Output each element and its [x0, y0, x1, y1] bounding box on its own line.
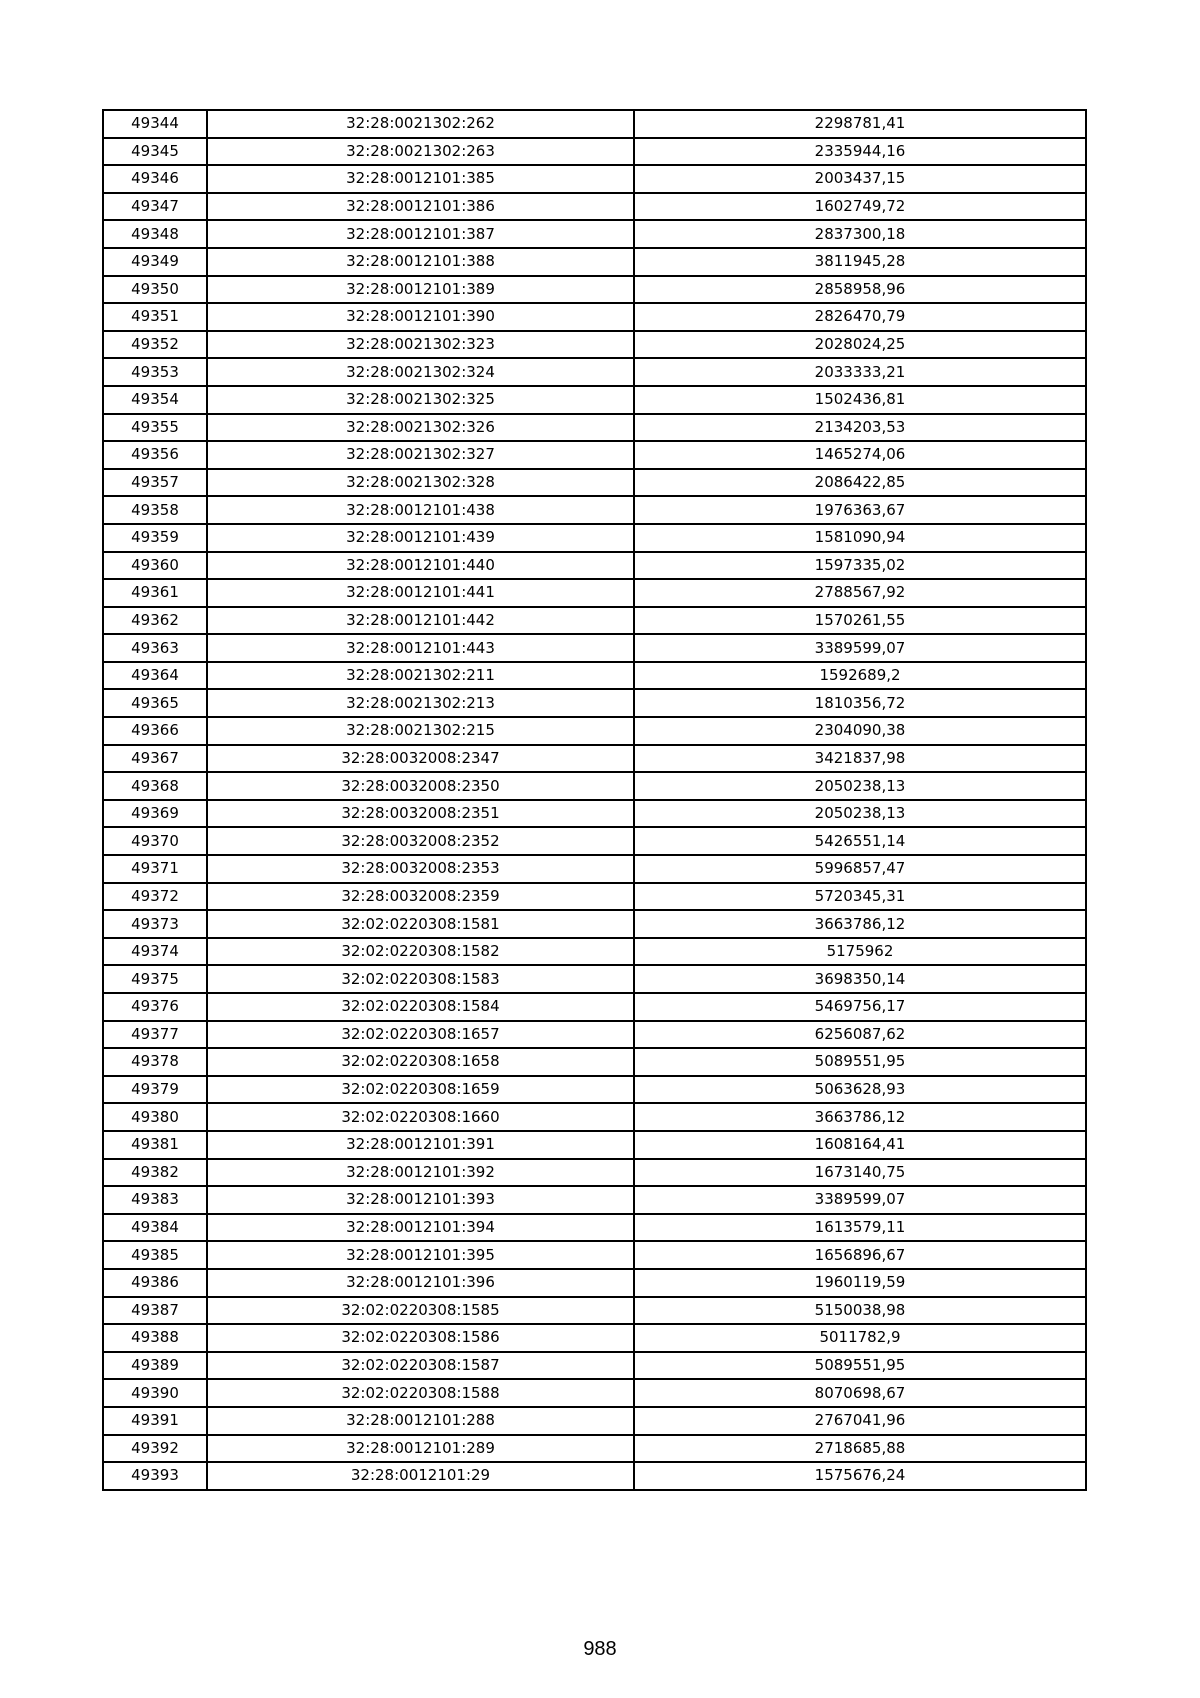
- table-row: [103, 1131, 1086, 1159]
- table-row: [103, 883, 1086, 911]
- row-number-cell: 49389: [103, 1352, 207, 1380]
- cadastral-value-cell: 1976363,67: [634, 496, 1086, 524]
- row-number-cell: 49375: [103, 965, 207, 993]
- cadastral-value-cell: 1960119,59: [634, 1269, 1086, 1297]
- cadastral-number-cell: 32:02:0220308:1658: [207, 1048, 634, 1076]
- table-row: [103, 441, 1086, 469]
- cadastral-value-cell: 1592689,2: [634, 662, 1086, 690]
- cadastral-number-cell: 32:02:0220308:1587: [207, 1352, 634, 1380]
- row-number-cell: 49371: [103, 855, 207, 883]
- table-row: [103, 827, 1086, 855]
- cadastral-number-cell: 32:28:0012101:387: [207, 220, 634, 248]
- cadastral-value-cell: 1602749,72: [634, 193, 1086, 221]
- cadastral-number-cell: 32:28:0032008:2359: [207, 883, 634, 911]
- cadastral-value-cell: 1581090,94: [634, 524, 1086, 552]
- cadastral-value-cell: 5011782,9: [634, 1324, 1086, 1352]
- row-number-cell: 49386: [103, 1269, 207, 1297]
- cadastral-value-cell: 1613579,11: [634, 1214, 1086, 1242]
- table-row: [103, 965, 1086, 993]
- row-number-cell: 49351: [103, 303, 207, 331]
- cadastral-value-cell: 5175962: [634, 938, 1086, 966]
- table-row: [103, 110, 1086, 138]
- row-number-cell: 49390: [103, 1379, 207, 1407]
- row-number-cell: 49364: [103, 662, 207, 690]
- row-number-cell: 49392: [103, 1435, 207, 1463]
- cadastral-number-cell: 32:28:0012101:385: [207, 165, 634, 193]
- cadastral-number-cell: 32:28:0021302:263: [207, 138, 634, 166]
- cadastral-number-cell: 32:28:0012101:394: [207, 1214, 634, 1242]
- cadastral-number-cell: 32:28:0012101:439: [207, 524, 634, 552]
- table-row: [103, 414, 1086, 442]
- row-number-cell: 49356: [103, 441, 207, 469]
- cadastral-number-cell: 32:02:0220308:1657: [207, 1021, 634, 1049]
- table-row: [103, 1159, 1086, 1187]
- cadastral-value-cell: 1502436,81: [634, 386, 1086, 414]
- table-row: [103, 745, 1086, 773]
- row-number-cell: 49361: [103, 579, 207, 607]
- cadastral-number-cell: 32:28:0021302:213: [207, 689, 634, 717]
- table-row: [103, 634, 1086, 662]
- cadastral-number-cell: 32:02:0220308:1586: [207, 1324, 634, 1352]
- row-number-cell: 49352: [103, 331, 207, 359]
- row-number-cell: 49391: [103, 1407, 207, 1435]
- cadastral-value-cell: 3663786,12: [634, 1103, 1086, 1131]
- row-number-cell: 49393: [103, 1462, 207, 1490]
- cadastral-number-cell: 32:28:0012101:388: [207, 248, 634, 276]
- cadastral-value-cell: 2335944,16: [634, 138, 1086, 166]
- table-row: [103, 220, 1086, 248]
- table-row: [103, 1379, 1086, 1407]
- cadastral-number-cell: 32:28:0021302:262: [207, 110, 634, 138]
- table-row: [103, 193, 1086, 221]
- cadastral-value-cell: 2298781,41: [634, 110, 1086, 138]
- row-number-cell: 49365: [103, 689, 207, 717]
- row-number-cell: 49385: [103, 1241, 207, 1269]
- row-number-cell: 49359: [103, 524, 207, 552]
- table-row: [103, 303, 1086, 331]
- cadastral-value-cell: 2028024,25: [634, 331, 1086, 359]
- cadastral-number-cell: 32:28:0012101:389: [207, 276, 634, 304]
- cadastral-value-cell: 2837300,18: [634, 220, 1086, 248]
- row-number-cell: 49354: [103, 386, 207, 414]
- cadastral-number-cell: 32:28:0032008:2347: [207, 745, 634, 773]
- table-row: [103, 1297, 1086, 1325]
- cadastral-number-cell: 32:02:0220308:1581: [207, 910, 634, 938]
- row-number-cell: 49373: [103, 910, 207, 938]
- table-row: [103, 800, 1086, 828]
- cadastral-value-cell: 2003437,15: [634, 165, 1086, 193]
- cadastral-number-cell: 32:28:0032008:2352: [207, 827, 634, 855]
- cadastral-value-cell: 2134203,53: [634, 414, 1086, 442]
- row-number-cell: 49384: [103, 1214, 207, 1242]
- row-number-cell: 49369: [103, 800, 207, 828]
- table-row: [103, 248, 1086, 276]
- table-row: [103, 1076, 1086, 1104]
- cadastral-number-cell: 32:28:0032008:2351: [207, 800, 634, 828]
- table-row: [103, 579, 1086, 607]
- cadastral-value-cell: 1673140,75: [634, 1159, 1086, 1187]
- table-row: [103, 772, 1086, 800]
- table-row: [103, 552, 1086, 580]
- row-number-cell: 49360: [103, 552, 207, 580]
- row-number-cell: 49374: [103, 938, 207, 966]
- cadastral-number-cell: 32:28:0012101:442: [207, 607, 634, 635]
- row-number-cell: 49377: [103, 1021, 207, 1049]
- table-row: [103, 331, 1086, 359]
- cadastral-number-cell: 32:28:0012101:29: [207, 1462, 634, 1490]
- table-row: [103, 358, 1086, 386]
- cadastral-value-cell: 2826470,79: [634, 303, 1086, 331]
- row-number-cell: 49372: [103, 883, 207, 911]
- cadastral-number-cell: 32:28:0012101:392: [207, 1159, 634, 1187]
- table-row: [103, 938, 1086, 966]
- cadastral-number-cell: 32:28:0012101:288: [207, 1407, 634, 1435]
- cadastral-value-cell: 2050238,13: [634, 772, 1086, 800]
- cadastral-value-cell: 3421837,98: [634, 745, 1086, 773]
- table-row: [103, 993, 1086, 1021]
- cadastral-number-cell: 32:28:0012101:289: [207, 1435, 634, 1463]
- cadastral-number-cell: 32:28:0021302:215: [207, 717, 634, 745]
- cadastral-value-cell: 2718685,88: [634, 1435, 1086, 1463]
- cadastral-value-cell: 5426551,14: [634, 827, 1086, 855]
- row-number-cell: 49376: [103, 993, 207, 1021]
- cadastral-number-cell: 32:28:0021302:328: [207, 469, 634, 497]
- cadastral-number-cell: 32:28:0012101:438: [207, 496, 634, 524]
- table-row: [103, 910, 1086, 938]
- row-number-cell: 49363: [103, 634, 207, 662]
- cadastral-number-cell: 32:02:0220308:1659: [207, 1076, 634, 1104]
- row-number-cell: 49345: [103, 138, 207, 166]
- page-number: 988: [583, 1638, 617, 1660]
- cadastral-number-cell: 32:28:0032008:2353: [207, 855, 634, 883]
- table-row: [103, 717, 1086, 745]
- cadastral-value-cell: 1465274,06: [634, 441, 1086, 469]
- row-number-cell: 49370: [103, 827, 207, 855]
- cadastral-value-cell: 3389599,07: [634, 1186, 1086, 1214]
- row-number-cell: 49382: [103, 1159, 207, 1187]
- cadastral-number-cell: 32:28:0021302:326: [207, 414, 634, 442]
- table-row: [103, 1186, 1086, 1214]
- cadastral-number-cell: 32:02:0220308:1660: [207, 1103, 634, 1131]
- cadastral-number-cell: 32:28:0021302:324: [207, 358, 634, 386]
- row-number-cell: 49383: [103, 1186, 207, 1214]
- table-row: [103, 138, 1086, 166]
- cadastral-number-cell: 32:02:0220308:1583: [207, 965, 634, 993]
- row-number-cell: 49347: [103, 193, 207, 221]
- cadastral-value-cell: 3698350,14: [634, 965, 1086, 993]
- cadastral-value-cell: 2086422,85: [634, 469, 1086, 497]
- row-number-cell: 49344: [103, 110, 207, 138]
- cadastral-value-cell: 8070698,67: [634, 1379, 1086, 1407]
- table-row: [103, 1407, 1086, 1435]
- table-row: [103, 1214, 1086, 1242]
- table-row: [103, 689, 1086, 717]
- cadastral-number-cell: 32:28:0012101:440: [207, 552, 634, 580]
- table-row: [103, 855, 1086, 883]
- row-number-cell: 49388: [103, 1324, 207, 1352]
- cadastral-number-cell: 32:28:0032008:2350: [207, 772, 634, 800]
- cadastral-number-cell: 32:28:0012101:393: [207, 1186, 634, 1214]
- cadastral-value-cell: 5089551,95: [634, 1352, 1086, 1380]
- row-number-cell: 49381: [103, 1131, 207, 1159]
- cadastral-number-cell: 32:28:0021302:323: [207, 331, 634, 359]
- cadastral-number-cell: 32:28:0021302:327: [207, 441, 634, 469]
- cadastral-value-table: [102, 109, 1087, 1491]
- row-number-cell: 49379: [103, 1076, 207, 1104]
- cadastral-value-cell: 5720345,31: [634, 883, 1086, 911]
- cadastral-number-cell: 32:28:0012101:386: [207, 193, 634, 221]
- table-row: [103, 1324, 1086, 1352]
- row-number-cell: 49357: [103, 469, 207, 497]
- row-number-cell: 49355: [103, 414, 207, 442]
- table-row: [103, 165, 1086, 193]
- cadastral-number-cell: 32:02:0220308:1585: [207, 1297, 634, 1325]
- table-row: [103, 386, 1086, 414]
- cadastral-value-cell: 6256087,62: [634, 1021, 1086, 1049]
- row-number-cell: 49387: [103, 1297, 207, 1325]
- cadastral-value-cell: 3663786,12: [634, 910, 1086, 938]
- cadastral-number-cell: 32:28:0021302:325: [207, 386, 634, 414]
- table-row: [103, 1241, 1086, 1269]
- cadastral-value-cell: 2304090,38: [634, 717, 1086, 745]
- cadastral-value-cell: 5063628,93: [634, 1076, 1086, 1104]
- row-number-cell: 49358: [103, 496, 207, 524]
- cadastral-number-cell: 32:02:0220308:1584: [207, 993, 634, 1021]
- row-number-cell: 49362: [103, 607, 207, 635]
- row-number-cell: 49353: [103, 358, 207, 386]
- table-row: [103, 1021, 1086, 1049]
- cadastral-value-cell: 3389599,07: [634, 634, 1086, 662]
- cadastral-value-cell: 2858958,96: [634, 276, 1086, 304]
- row-number-cell: 49346: [103, 165, 207, 193]
- cadastral-value-cell: 1608164,41: [634, 1131, 1086, 1159]
- table-row: [103, 607, 1086, 635]
- table-row: [103, 524, 1086, 552]
- row-number-cell: 49366: [103, 717, 207, 745]
- cadastral-value-cell: 5996857,47: [634, 855, 1086, 883]
- row-number-cell: 49350: [103, 276, 207, 304]
- cadastral-number-cell: 32:28:0012101:396: [207, 1269, 634, 1297]
- table-row: [103, 1048, 1086, 1076]
- cadastral-number-cell: 32:28:0012101:390: [207, 303, 634, 331]
- cadastral-value-cell: 1656896,67: [634, 1241, 1086, 1269]
- row-number-cell: 49380: [103, 1103, 207, 1131]
- cadastral-value-cell: 2767041,96: [634, 1407, 1086, 1435]
- table-row: [103, 1269, 1086, 1297]
- row-number-cell: 49367: [103, 745, 207, 773]
- cadastral-value-cell: 1597335,02: [634, 552, 1086, 580]
- cadastral-value-cell: 2033333,21: [634, 358, 1086, 386]
- row-number-cell: 49378: [103, 1048, 207, 1076]
- cadastral-value-cell: 2050238,13: [634, 800, 1086, 828]
- cadastral-value-cell: 3811945,28: [634, 248, 1086, 276]
- table-row: [103, 1352, 1086, 1380]
- table-row: [103, 1435, 1086, 1463]
- cadastral-value-cell: 2788567,92: [634, 579, 1086, 607]
- cadastral-value-cell: 1575676,24: [634, 1462, 1086, 1490]
- cadastral-number-cell: 32:28:0012101:443: [207, 634, 634, 662]
- table-row: [103, 662, 1086, 690]
- cadastral-value-cell: 5150038,98: [634, 1297, 1086, 1325]
- row-number-cell: 49349: [103, 248, 207, 276]
- cadastral-number-cell: 32:02:0220308:1588: [207, 1379, 634, 1407]
- cadastral-value-cell: 5469756,17: [634, 993, 1086, 1021]
- table-body: [103, 110, 1086, 1490]
- table-row: [103, 276, 1086, 304]
- cadastral-number-cell: 32:28:0012101:441: [207, 579, 634, 607]
- table-row: [103, 469, 1086, 497]
- cadastral-number-cell: 32:28:0021302:211: [207, 662, 634, 690]
- row-number-cell: 49348: [103, 220, 207, 248]
- cadastral-number-cell: 32:28:0012101:395: [207, 1241, 634, 1269]
- table-row: [103, 496, 1086, 524]
- cadastral-value-cell: 1810356,72: [634, 689, 1086, 717]
- table-row: [103, 1462, 1086, 1490]
- cadastral-number-cell: 32:28:0012101:391: [207, 1131, 634, 1159]
- cadastral-value-cell: 1570261,55: [634, 607, 1086, 635]
- cadastral-number-cell: 32:02:0220308:1582: [207, 938, 634, 966]
- table-row: [103, 1103, 1086, 1131]
- row-number-cell: 49368: [103, 772, 207, 800]
- cadastral-value-cell: 5089551,95: [634, 1048, 1086, 1076]
